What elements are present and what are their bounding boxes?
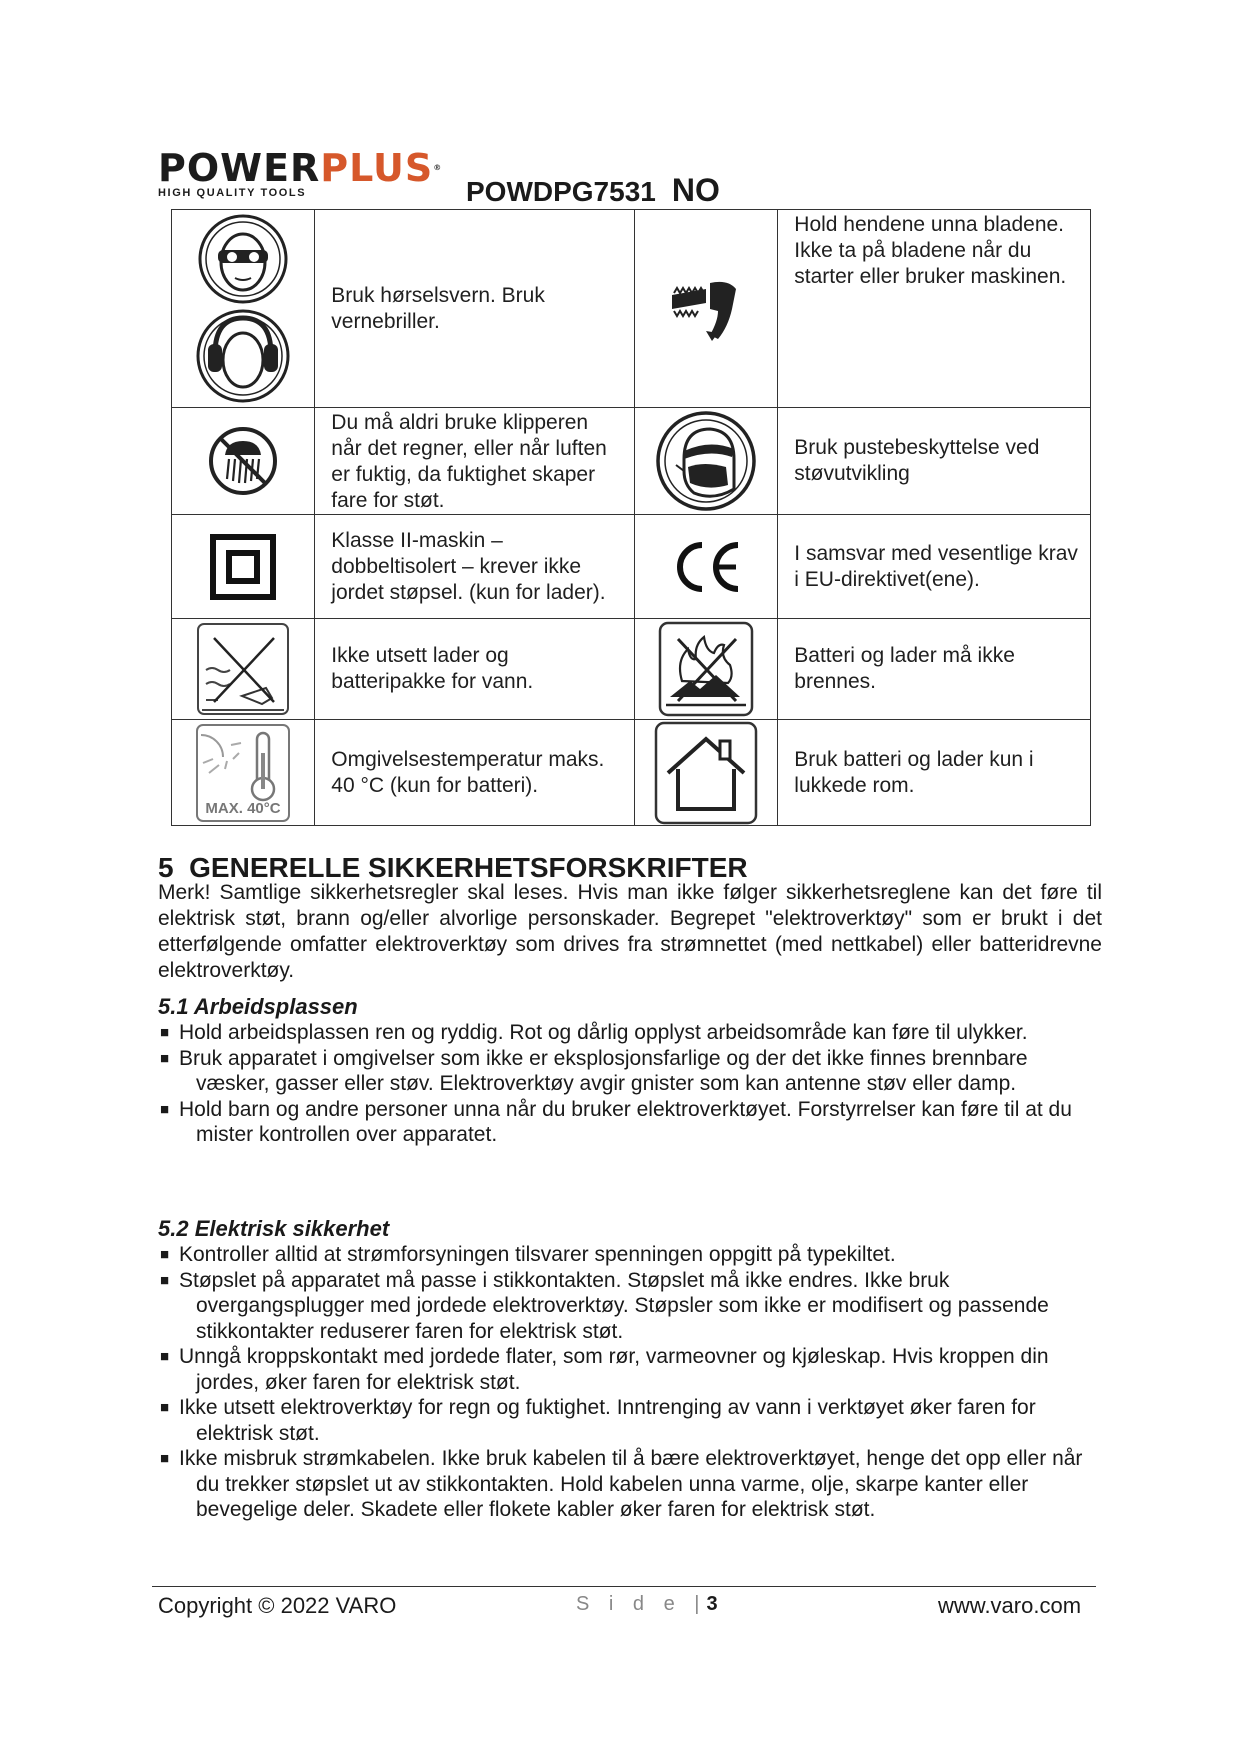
list-item [158, 1395, 1104, 1446]
list-item [158, 1268, 1104, 1345]
symbol-cell [634, 720, 777, 826]
list-item-text: Ikke misbruk strømkabelen. Ikke bruk kabelen til å bære elektroverktøyet, henge det opp eller når du trekker støpslet ut av stikkontakten. Hold kabelen unna varme, olje, skarpe kanter eller bevegelige deler. Skadete eller flokete kabler øker faren for elektrisk støt. [179, 1447, 1083, 1521]
symbol-description: Bruk batteri og lader kun i lukkede rom. [794, 747, 1034, 797]
symbol-description-cell [778, 515, 1091, 619]
keep-hands-away-from-blades-icon [666, 269, 746, 349]
bullet: ■ [160, 1024, 170, 1041]
bullet-list [158, 1242, 1104, 1523]
symbol-description: I samsvar med vesentlige krav i EU-direktivet(ene). [794, 541, 1078, 591]
brand-tagline: HIGH QUALITY TOOLS [158, 187, 307, 199]
footer-rule [152, 1586, 1096, 1587]
list-item-text: Hold arbeidsplassen ren og ryddig. Rot og dårlig opplyst arbeidsområde kan føre til ulykker. [179, 1021, 1028, 1044]
symbol-description: Hold hendene unna bladene. Ikke ta på bladene når du starter eller bruker maskinen. [794, 213, 1067, 288]
safety-symbols-table [171, 209, 1091, 826]
bullet: ■ [160, 1246, 170, 1263]
ce-mark-icon [670, 539, 742, 595]
bullet: ■ [160, 1450, 170, 1467]
symbol-row [172, 619, 1091, 720]
no-rain-use-icon [207, 425, 279, 497]
bullet: ■ [160, 1049, 170, 1067]
footer-page-indicator [576, 1593, 718, 1616]
symbol-cell [634, 515, 777, 619]
symbol-row [172, 515, 1091, 619]
symbol-cell [172, 619, 315, 720]
list-item [158, 1242, 1104, 1268]
footer-page-label: S i d e [576, 1593, 682, 1615]
class-ii-double-insulation-icon [210, 534, 276, 600]
max-temperature-icon [195, 723, 291, 823]
symbol-description-cell [315, 210, 635, 408]
list-item-text: Bruk apparatet i omgivelser som ikke er eksplosjonsfarlige og der det ikke finnes brennbare væsker, gasser eller støv. Elektroverktøy avgir gnister som kan antenne støv eller damp. [179, 1046, 1028, 1095]
symbol-cell [634, 619, 777, 720]
list-item [158, 1446, 1104, 1523]
footer-page-number: 3 [706, 1593, 718, 1615]
brand-logo [158, 148, 458, 208]
bullet: ■ [160, 1399, 170, 1416]
symbol-cell [634, 210, 777, 408]
list-item-text: Unngå kroppskontakt med jordede flater, som rør, varmeovner og kjøleskap. Hvis kroppen din jordes, øker faren for elektrisk støt. [179, 1345, 1049, 1394]
bullet: ■ [160, 1100, 170, 1118]
section-intro: Merk! Samtlige sikkerhetsregler skal leses. Hvis man ikke følger sikkerhetsreglene kan det føre til elektrisk støt, brann og/eller alvorlige personskader. Begrepet "elektroverktøy" som er brukt i det etterfølgende omfatter elektroverktøy som drives fra strømnettet (med nettkabel) eller batteridrevne elektroverktøy. [158, 881, 1102, 982]
list-item [158, 1344, 1104, 1395]
section-title: GENERELLE SIKKERHETSFORSKRIFTER [189, 852, 748, 883]
symbol-description-cell [315, 408, 635, 515]
footer-copyright: Copyright © 2022 VARO [158, 1593, 397, 1618]
footer-page-separator: | [694, 1593, 707, 1615]
symbol-cell [634, 408, 777, 515]
symbol-row [172, 210, 1091, 408]
symbol-description: Omgivelsestemperatur maks. 40 °C (kun for batteri). [331, 747, 605, 797]
indoor-use-only-icon [654, 721, 758, 825]
symbol-description-cell [778, 619, 1091, 720]
list-item [158, 1046, 1104, 1097]
symbol-description-cell [315, 619, 635, 720]
symbol-description-cell [778, 408, 1091, 515]
symbol-cell [172, 720, 315, 826]
symbol-cell [172, 515, 315, 619]
max-temperature-label: MAX. 40°C [205, 799, 281, 817]
bullet: ■ [160, 1348, 170, 1365]
list-item [158, 1097, 1104, 1148]
brand-registered-mark: ® [433, 163, 443, 172]
list-item-text: Støpslet på apparatet må passe i stikkontakten. Støpslet må ikke endres. Ikke bruk overgangsplugger med jordede elektroverktøy. Støpsler som ikke er modifisert og passende stikkontakter reduserer faren for elektrisk støt. [179, 1268, 1049, 1343]
symbol-cell [172, 210, 315, 408]
symbol-description-cell [778, 720, 1091, 826]
symbol-description: Ikke utsett lader og batteripakke for vann. [331, 644, 534, 693]
section-number: 5 [158, 852, 174, 883]
list-item [158, 1020, 1104, 1046]
list-item-text: Ikke utsett elektroverktøy for regn og fuktighet. Inntrenging av vann i verktøyet øker faren for elektrisk støt. [179, 1396, 1036, 1445]
bullet-list [158, 1020, 1104, 1148]
symbol-description: Klasse II-maskin – dobbeltisolert – krever ikke jordet støpsel. (kun for lader). [331, 528, 606, 604]
footer-website: www.varo.com [938, 1593, 1082, 1618]
symbol-description: Bruk hørselsvern. Bruk vernebriller. [331, 283, 545, 333]
list-item-text: Hold barn og andre personer unna når du bruker elektroverktøyet. Forstyrrelser kan føre til at du mister kontrollen over apparatet. [179, 1097, 1072, 1146]
model-heading [466, 172, 720, 209]
symbol-cell [172, 408, 315, 515]
subsection-heading: 5.1 Arbeidsplassen [158, 994, 358, 1019]
brand-power: POWER [158, 146, 321, 190]
symbol-row [172, 720, 1091, 826]
symbol-description-cell [315, 720, 635, 826]
symbol-description-cell [315, 515, 635, 619]
do-not-burn-icon [658, 621, 754, 717]
no-water-exposure-icon [196, 622, 290, 716]
language-code: NO [671, 172, 720, 208]
brand-plus: PLUS [320, 146, 434, 190]
symbol-description: Batteri og lader må ikke brennes. [794, 644, 1015, 693]
symbol-description: Bruk pustebeskyttelse ved støvutvikling [794, 436, 1040, 485]
list-item-text: Kontroller alltid at strømforsyningen tilsvarer spenningen oppgitt på typekiltet. [179, 1243, 896, 1266]
symbol-description-cell [778, 210, 1091, 408]
bullet: ■ [160, 1271, 170, 1289]
model-number: POWDPG7531 [466, 176, 656, 207]
symbol-row [172, 408, 1091, 515]
symbol-description: Du må aldri bruke klipperen når det regner, eller når luften er fuktig, da fuktighet skaper fare for støt. [331, 411, 607, 512]
brand-wordmark [158, 148, 458, 188]
respiratory-protection-icon [654, 409, 758, 513]
goggles-and-ear-protection-icon [191, 214, 295, 404]
subsection-heading: 5.2 Elektrisk sikkerhet [158, 1216, 390, 1241]
